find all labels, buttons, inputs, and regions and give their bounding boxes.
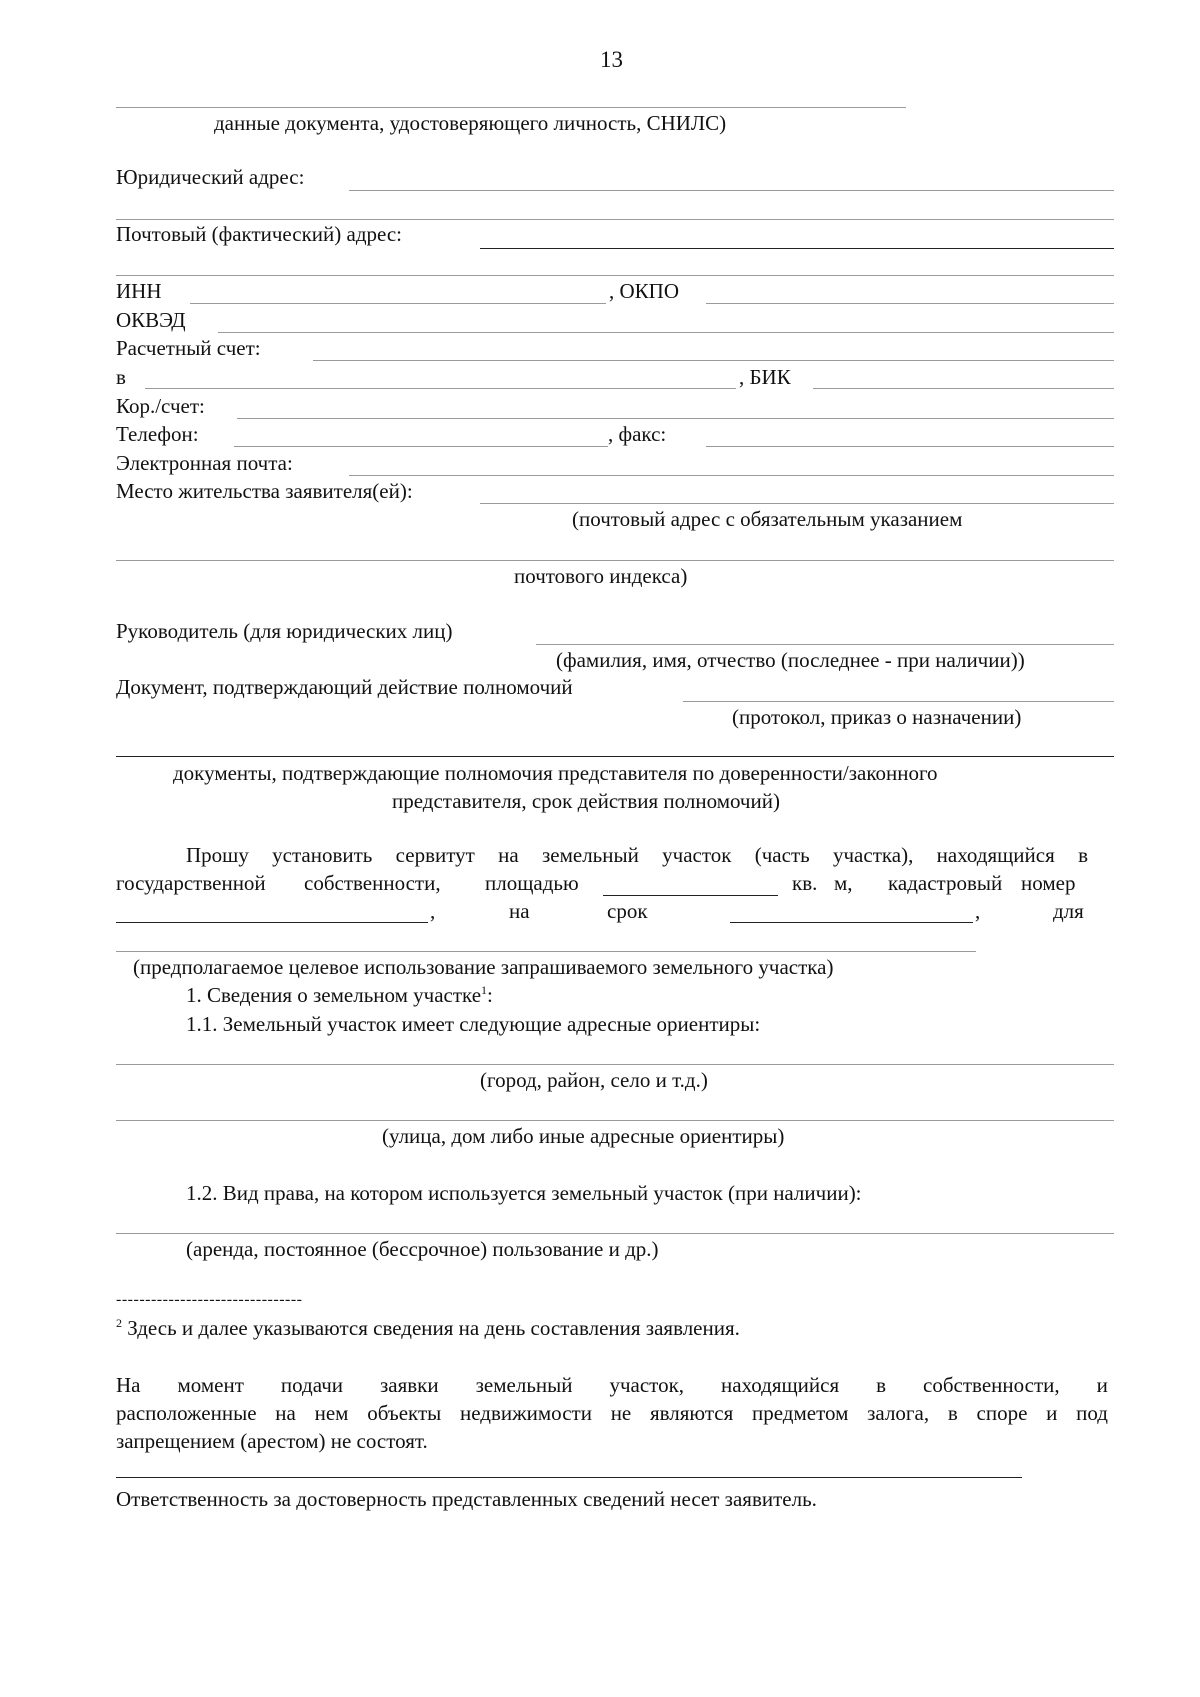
residence-caption-2: почтового индекса) [514, 564, 688, 588]
statement-word: на [275, 1401, 296, 1425]
statement-word: залога, [867, 1401, 930, 1425]
statement-word: под [1076, 1401, 1108, 1425]
representative-field[interactable] [116, 756, 1114, 757]
statement-word: заявки [379, 1373, 439, 1397]
statement-word: недвижимости [460, 1401, 592, 1425]
request-word: в [1078, 843, 1088, 867]
okved-label: ОКВЭД [116, 308, 186, 332]
postal-address-field[interactable] [480, 248, 1114, 249]
representative-caption-1: документы, подтверждающие полномочия представителя по доверенности/законного [173, 761, 938, 785]
request-word: государственной [116, 871, 266, 895]
request-word: площадью [485, 871, 579, 895]
statement-word: расположенные [116, 1401, 257, 1425]
request-word: кв. [792, 871, 818, 895]
statement-word: в [947, 1401, 958, 1425]
phone-field[interactable] [234, 446, 608, 447]
right-type-caption: (аренда, постоянное (бессрочное) пользование и др.) [186, 1237, 659, 1261]
request-word: м, [834, 871, 853, 895]
head-caption: (фамилия, имя, отчество (последнее - при наличии)) [556, 648, 1025, 672]
statement-word: земельный [475, 1373, 573, 1397]
city-caption: (город, район, село и т.д.) [480, 1068, 708, 1092]
fax-label: , факс: [608, 422, 667, 446]
signature-line[interactable] [116, 1477, 1022, 1478]
right-type-field[interactable] [116, 1233, 1114, 1234]
section-1-heading [186, 985, 493, 1006]
phone-label: Телефон: [116, 422, 199, 446]
statement-word: в [876, 1373, 887, 1397]
statement-word: подачи [280, 1373, 343, 1397]
request-word: кадастровый [888, 871, 1003, 895]
section-1-colon: : [487, 983, 493, 1007]
request-word: земельный [541, 843, 639, 867]
inn-label: ИНН [116, 279, 162, 303]
identity-doc-caption: данные документа, удостоверяющего личность, СНИЛС) [214, 111, 727, 135]
representative-caption-2: представителя, срок действия полномочий) [392, 789, 780, 813]
request-word: Прошу [186, 843, 249, 867]
request-comma: , [430, 899, 436, 923]
authority-doc-label: Документ, подтверждающий действие полномочий [116, 675, 573, 699]
legal-address-label: Юридический адрес: [116, 165, 305, 189]
responsibility-note: Ответственность за достоверность представленных сведений несет заявитель. [116, 1487, 817, 1511]
head-field[interactable] [536, 644, 1114, 645]
corr-account-label: Кор./счет: [116, 394, 205, 418]
head-label: Руководитель (для юридических лиц) [116, 619, 453, 643]
postal-address-field-2[interactable] [116, 275, 1114, 276]
area-field[interactable] [603, 895, 778, 896]
postal-address-label: Почтовый (фактический) адрес: [116, 222, 403, 246]
request-comma: , [975, 899, 981, 923]
street-field[interactable] [116, 1120, 1114, 1121]
okpo-field[interactable] [706, 303, 1114, 304]
fax-field[interactable] [706, 446, 1114, 447]
purpose-caption: (предполагаемое целевое использование запрашиваемого земельного участка) [133, 955, 834, 979]
footnote-mark: 2 [116, 1316, 122, 1330]
request-word: находящийся [936, 843, 1055, 867]
page-number: 13 [600, 47, 623, 72]
residence-caption-1: (почтовый адрес с обязательным указанием [572, 507, 963, 531]
footnote-text: Здесь и далее указываются сведения на день составления заявления. [122, 1316, 740, 1340]
inn-field[interactable] [190, 303, 606, 304]
statement-word: участок, [609, 1373, 685, 1397]
request-word: участка), [833, 843, 914, 867]
statement-word: нем [314, 1401, 349, 1425]
bank-field[interactable] [145, 388, 736, 389]
email-label: Электронная почта: [116, 451, 293, 475]
account-label: Расчетный счет: [116, 336, 261, 360]
street-caption: (улица, дом либо иные адресные ориентиры) [382, 1124, 785, 1148]
identity-doc-line[interactable] [116, 107, 906, 108]
okpo-label: , ОКПО [609, 279, 680, 303]
bik-field[interactable] [813, 388, 1114, 389]
statement-word: объекты [367, 1401, 442, 1425]
bank-in-label: в [116, 365, 126, 389]
section-1-footnote-mark: 1 [481, 983, 488, 997]
purpose-field[interactable] [116, 951, 976, 952]
authority-doc-field[interactable] [683, 701, 1114, 702]
statement-word: не [610, 1401, 632, 1425]
statement-word: и [1096, 1373, 1108, 1397]
statement-line-3: запрещением (арестом) не состоят. [116, 1429, 428, 1453]
footnote-separator: -------------------------------- [116, 1291, 303, 1308]
email-field[interactable] [349, 475, 1114, 476]
statement-word: и [1046, 1401, 1058, 1425]
legal-address-field-2[interactable] [116, 219, 1114, 220]
section-1-2-heading: 1.2. Вид права, на котором используется земельный участок (при наличии): [186, 1181, 862, 1205]
statement-word: находящийся [721, 1373, 840, 1397]
authority-doc-caption: (протокол, приказ о назначении) [732, 705, 1022, 729]
legal-address-field[interactable] [349, 190, 1114, 191]
request-word: на [498, 843, 519, 867]
request-word-srok: срок [607, 899, 648, 923]
residence-label: Место жительства заявителя(ей): [116, 479, 413, 503]
account-field[interactable] [313, 360, 1114, 361]
statement-word: собственности, [923, 1373, 1060, 1397]
request-line-1 [186, 845, 1088, 866]
residence-field-2[interactable] [116, 560, 1114, 561]
statement-word: являются [650, 1401, 734, 1425]
request-word: участок [662, 843, 732, 867]
corr-account-field[interactable] [237, 418, 1114, 419]
request-word: установить [272, 843, 373, 867]
statement-line-2 [116, 1403, 1108, 1424]
request-word: (часть [754, 843, 810, 867]
bik-label: , БИК [739, 365, 791, 389]
request-word: номер [1021, 871, 1076, 895]
statement-word: момент [177, 1373, 244, 1397]
statement-line-1 [116, 1375, 1108, 1396]
section-1-text: 1. Сведения о земельном участке [186, 983, 482, 1007]
request-word: сервитут [395, 843, 475, 867]
statement-word: споре [976, 1401, 1028, 1425]
city-field[interactable] [116, 1064, 1114, 1065]
okved-field[interactable] [218, 332, 1114, 333]
request-word-na: на [509, 899, 530, 923]
cadastral-number-field[interactable] [116, 922, 428, 923]
section-1-1-heading: 1.1. Земельный участок имеет следующие адресные ориентиры: [186, 1012, 761, 1036]
footnote [116, 1318, 740, 1339]
statement-word: На [116, 1373, 141, 1397]
request-word-dlya: для [1053, 899, 1084, 923]
term-field[interactable] [730, 922, 973, 923]
residence-field[interactable] [480, 503, 1114, 504]
request-word: собственности, [304, 871, 441, 895]
statement-word: предметом [752, 1401, 849, 1425]
